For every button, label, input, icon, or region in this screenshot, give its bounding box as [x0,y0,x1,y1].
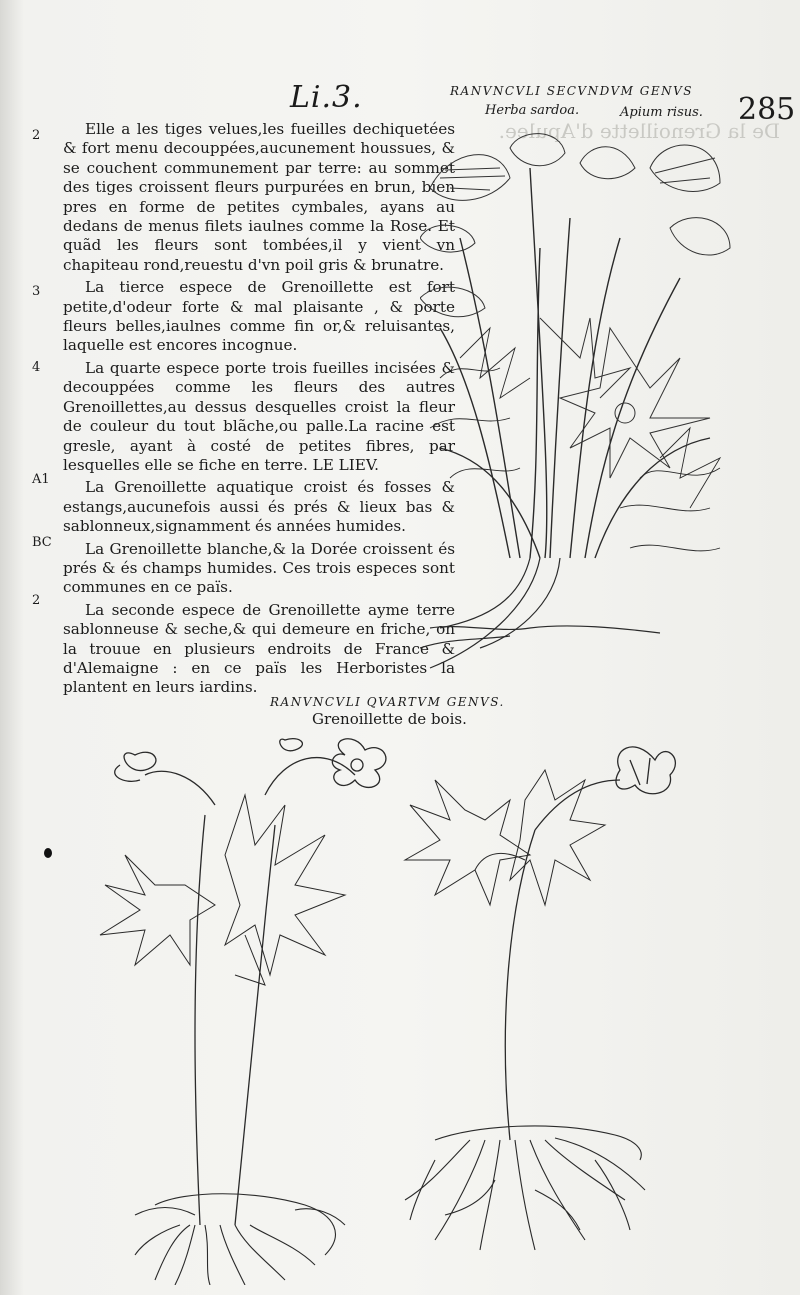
plate-label-1: Herba sardoa. [485,103,580,118]
woodcut-pasque-flower [420,128,740,688]
ink-spot [44,848,52,858]
margin-note: 2 [32,593,41,608]
page-header-book: Li.3. [290,80,363,115]
paragraph: La seconde espece de Grenoillette ayme terre sablonneuse & seche,& qui demeure en friche, on la trouue en plusieurs endroits de France & d'Alemaigne : en ce païs les Herboristes la plantent en leurs iardins. [63,600,455,697]
margin-note: 3 [32,284,41,299]
page-number: 285 [738,92,796,127]
margin-note: A1 [32,472,50,487]
plate-label-2: Apium risus. [620,105,703,120]
plate-caption-title: RANVNCVLI QVARTVM GENVS. [270,695,505,709]
paragraph: La quarte espece porte trois fueilles incisées & decouppées comme les fleurs des autres Grenoillettes,au dessus desquelles croist la fleur de couleur du tout blãche,ou palle.La racine est gresle, ayant à costé de petites fibres, par lesquelles elle se fiche en terre. LE LIEV. [63,358,455,474]
woodcut-anemone-root [395,740,685,1260]
plate-caption-subtitle: Grenoillette de bois. [312,710,467,728]
show-through-heading: De la Grenoillette d'Apulee. [498,119,780,143]
margin-note: 4 [32,360,41,375]
paragraph: La Grenoillette aquatique croist és fosses & estangs,aucunefois aussi és prés & lieux bas & sablonneux,signamment és années humides. [63,478,455,536]
margin-note: 2 [32,128,41,143]
woodcut-wood-anemone [95,735,395,1285]
paragraph: La Grenoillette blanche,& la Dorée croissent és prés & és champs humides. Ces trois especes sont communes en ce païs. [63,539,455,597]
paragraph: Elle a les tiges velues,les fueilles dechiquetées & fort menu decouppées,aucunement houssues, & se couchent communement par terre: au sommet des tiges croissent fleurs purpurées en brun, bien pres en forme de petites cymbales, ayans au dedans de menus filets iaulnes comme la Rose. Et quãd les fleurs sont tombées,il y vient vn chapiteau rond,reuestu d'vn poil gris & brunatre. [63,120,455,274]
page-header-title: RANVNCVLI SECVNDVM GENVS [450,84,693,98]
body-text [63,120,455,698]
margin-note: BC [32,535,52,550]
paragraph: La tierce espece de Grenoillette est fort petite,d'odeur forte & mal plaisante , & porte fleurs belles,iaulnes comme fin or,& reluisantes, laquelle est encores incognue. [63,278,455,355]
